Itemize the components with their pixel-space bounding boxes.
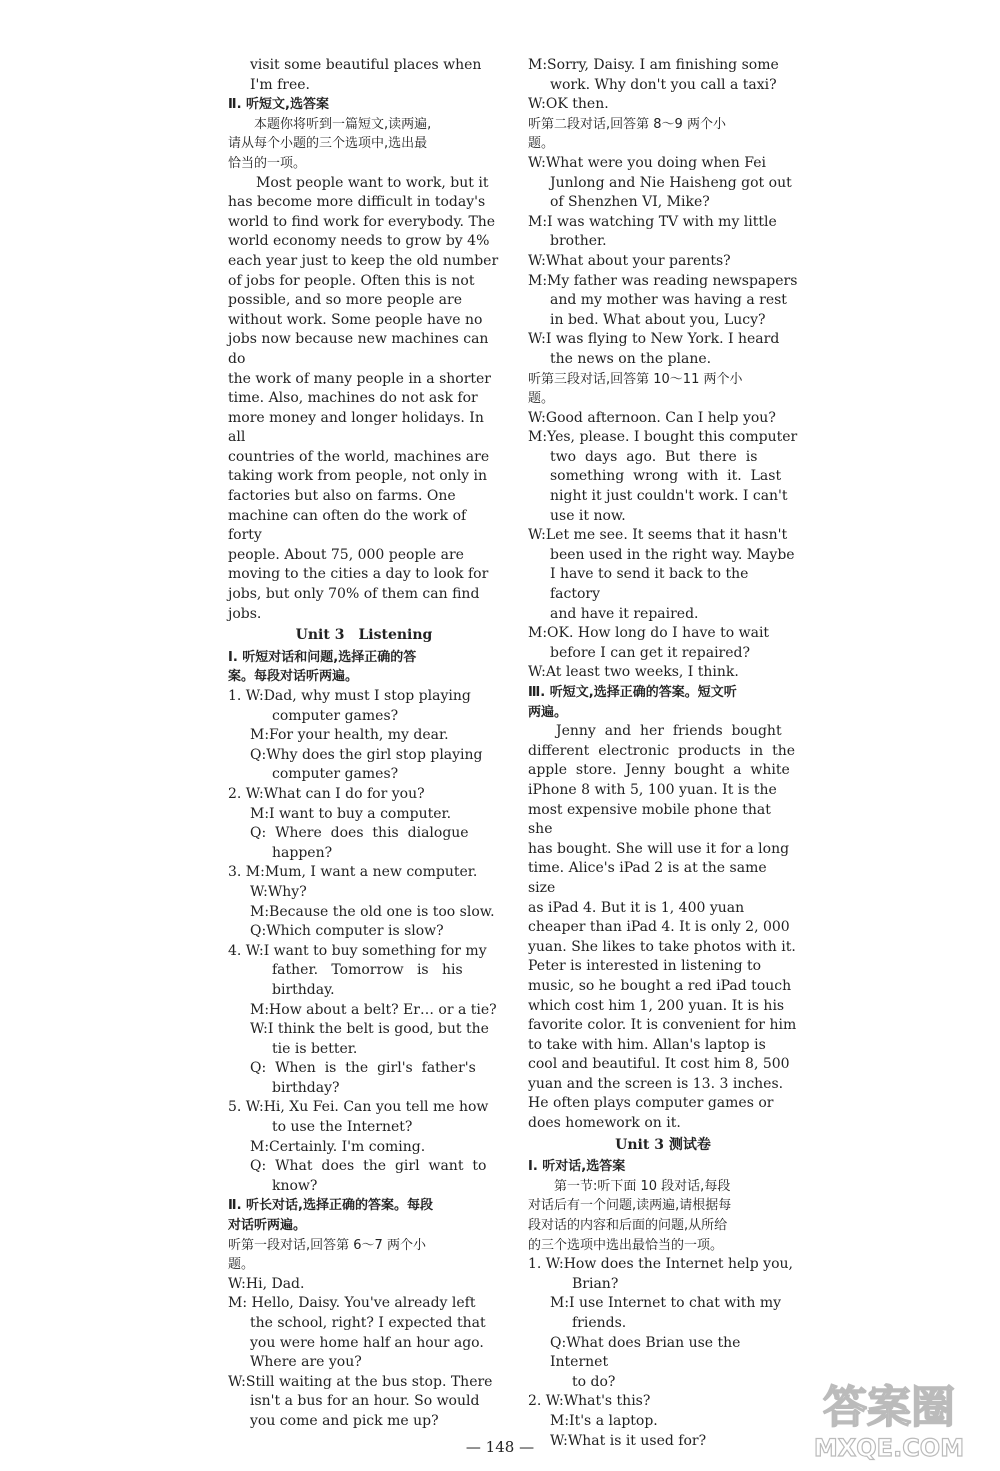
text-line: time. Also, machines do not ask for — [228, 390, 478, 407]
text-line: jobs. — [228, 605, 262, 622]
text-line: 段对话的内容和后面的问题,从所给 — [528, 1218, 728, 1234]
text-line: Q:Which computer is slow? — [250, 923, 444, 940]
text-line: Ⅰ. 听短对话和问题,选择正确的答 — [228, 649, 417, 665]
svg-text:MXQE.COM: MXQE.COM — [813, 1434, 965, 1462]
text-line: Q: When is the girl's father's — [250, 1060, 476, 1077]
page-number: — 148 — — [465, 1438, 535, 1456]
text-line: cheaper than iPad 4. It is only 2, 000 — [528, 919, 790, 936]
text-line: M:OK. How long do I have to wait — [528, 625, 770, 642]
text-line: 听第三段对话,回答第 10～11 两个小 — [528, 371, 743, 387]
text-line: 本题你将听到一篇短文,读两遍, — [254, 116, 432, 132]
text-line: world economy needs to grow by 4% — [228, 233, 490, 250]
text-line: 对话听两遍。 — [228, 1218, 307, 1234]
text-line: time. Alice's iPad 2 is at the same size — [528, 860, 772, 896]
text-line: has bought. She will use it for a long — [528, 840, 790, 857]
text-line: Ⅱ. 听长对话,选择正确的答案。每段 — [228, 1198, 433, 1214]
text-line: countries of the world, machines are — [228, 448, 490, 465]
text-line: jobs, but only 70% of them can find — [228, 586, 480, 603]
text-line: Where are you? — [250, 1354, 362, 1371]
text-line: you were home half an hour ago. — [250, 1334, 484, 1351]
text-line: in bed. What about you, Lucy? — [550, 311, 766, 328]
text-line: 2. W:What can I do for you? — [228, 785, 425, 802]
text-line: more money and longer holidays. In all — [228, 409, 489, 446]
text-line: Ⅱ. 听短文,选答案 — [228, 97, 329, 113]
text-line: Unit 3 测试卷 — [615, 1136, 711, 1153]
text-line: which cost him 1, 200 yuan. It is his — [528, 997, 785, 1014]
text-line: Junlong and Nie Haisheng got out — [550, 174, 792, 191]
text-line: to use the Internet? — [272, 1119, 413, 1136]
text-line: Ⅲ. 听短文,选择正确的答案。短文听 — [528, 685, 737, 700]
text-line: moving to the cities a day to look for — [228, 566, 489, 583]
text-line: W:Still waiting at the bus stop. There — [228, 1373, 493, 1390]
text-line: without work. Some people have no — [228, 311, 483, 328]
text-line: W:Let me see. It seems that it hasn't — [528, 527, 788, 544]
text-line: world to find work for everybody. The — [228, 213, 496, 230]
text-line: been used in the right way. Maybe — [550, 546, 795, 563]
text-line: friends. — [572, 1315, 627, 1331]
text-line: the school, right? I expected that — [250, 1315, 486, 1331]
text-line: M:Because the old one is too slow. — [250, 903, 495, 920]
text-line: yuan and the screen is 13. 3 inches. — [528, 1075, 784, 1092]
text-line: W:What is it used for? — [550, 1432, 707, 1449]
text-line: has become more difficult in today's — [228, 194, 486, 211]
text-line: brother. — [550, 233, 607, 250]
text-line: jobs now because new machines can do — [228, 331, 493, 367]
text-line: 2. W:What's this? — [528, 1393, 651, 1410]
text-line: possible, and so more people are — [228, 292, 463, 309]
text-line: each year just to keep the old number — [228, 252, 499, 269]
text-line: W:Hi, Dad. — [228, 1275, 305, 1292]
text-line: Jenny and her friends bought — [556, 723, 782, 740]
text-line: you come and pick me up? — [250, 1412, 439, 1429]
text-line: yuan. She likes to take photos with it. — [528, 938, 796, 955]
text-line: M:For your health, my dear. — [250, 727, 449, 744]
text-line: to do? — [572, 1373, 616, 1390]
left-column — [228, 56, 500, 1432]
text-line: 对话后有一个问题,读两遍,请根据每 — [528, 1198, 732, 1214]
text-line: W:I was flying to New York. I heard — [528, 331, 780, 348]
text-line: I have to send it back to the factory — [550, 566, 753, 603]
text-line: two days ago. But there is — [550, 448, 758, 465]
text-line: I'm free. — [250, 76, 310, 93]
text-line: 听第一段对话,回答第 6～7 两个小 — [228, 1237, 426, 1253]
text-line: visit some beautiful places when — [250, 57, 482, 73]
text-line: know? — [272, 1177, 318, 1194]
text-line: and my mother was having a rest — [550, 292, 787, 309]
text-line: people. About 75, 000 people are — [228, 546, 464, 563]
text-line: 3. M:Mum, I want a new computer. — [228, 864, 478, 881]
text-line: W:OK then. — [528, 96, 609, 113]
text-line: of jobs for people. Often this is not — [228, 272, 475, 289]
text-line: 1. W:Dad, why must I stop playing — [228, 688, 471, 704]
text-line: M:Certainly. I'm coming. — [250, 1138, 426, 1155]
text-line: night it just couldn't work. I can't — [550, 488, 788, 505]
text-line: M:It's a laptop. — [550, 1412, 658, 1429]
text-line: M:I want to buy a computer. — [250, 805, 452, 822]
text-line: tie is better. — [272, 1040, 358, 1057]
text-line: W:Why? — [250, 883, 307, 900]
text-line: apple store. Jenny bought a white — [528, 762, 790, 779]
text-line: 请从每个小题的三个选项中,选出最 — [228, 136, 428, 152]
text-line: factories but also on farms. One — [228, 488, 456, 505]
text-line: Q: What does the girl want to — [250, 1158, 487, 1175]
text-line: birthday. — [272, 981, 335, 998]
text-line: Q:Why does the girl stop playing — [250, 746, 483, 763]
text-line: to take with him. Allan's laptop is — [528, 1036, 766, 1053]
text-line: 题。 — [528, 391, 555, 407]
text-line: W:I think the belt is good, but the — [250, 1021, 489, 1038]
text-line: 4. W:I want to buy something for my — [228, 942, 487, 959]
text-line: 第一节:听下面 10 段对话,每段 — [554, 1178, 731, 1194]
text-line: M:I use Internet to chat with my — [550, 1295, 782, 1312]
text-line: most expensive mobile phone that she — [528, 801, 776, 838]
text-line: the news on the plane. — [550, 350, 712, 367]
text-line: M:Sorry, Daisy. I am finishing some — [528, 57, 779, 73]
text-line: He often plays computer games or — [528, 1095, 774, 1112]
text-line: Peter is interested in listening to — [528, 958, 762, 975]
text-line: 案。每段对话听两遍。 — [228, 669, 359, 685]
text-line: Q:What does Brian use the Internet — [550, 1334, 745, 1371]
text-line: W:Good afternoon. Can I help you? — [528, 409, 776, 426]
text-line: computer games? — [272, 707, 399, 724]
text-line: machine can often do the work of forty — [228, 507, 471, 544]
text-line: favorite color. It is convenient for him — [528, 1017, 797, 1034]
text-line: M: Hello, Daisy. You've already left — [228, 1295, 476, 1312]
text-line: before I can get it repaired? — [550, 644, 751, 661]
text-line: 的三个选项中选出最恰当的一项。 — [528, 1237, 724, 1253]
text-line: Ⅰ. 听对话,选答案 — [528, 1159, 626, 1175]
text-line: work. Why don't you call a taxi? — [550, 76, 777, 93]
text-line: something wrong with it. Last — [550, 468, 782, 485]
text-line: cool and beautiful. It cost him 8, 500 — [528, 1056, 790, 1073]
watermark-logo — [797, 1370, 982, 1465]
text-line: iPhone 8 with 5, 100 yuan. It is the — [528, 781, 777, 798]
text-line: 题。 — [228, 1257, 255, 1273]
text-line: M:My father was reading newspapers — [528, 272, 798, 289]
text-line: Q: Where does this dialogue — [250, 825, 469, 842]
text-line: different electronic products in the — [528, 742, 795, 759]
text-line: father. Tomorrow is his — [272, 962, 463, 979]
text-line: W:What about your parents? — [528, 252, 731, 269]
text-line: 1. W:How does the Internet help you, — [528, 1256, 793, 1273]
text-line: W:At least two weeks, I think. — [528, 664, 739, 681]
text-line: happen? — [272, 844, 333, 861]
text-line: and have it repaired. — [550, 605, 699, 622]
text-line: taking work from people, not only in — [228, 468, 488, 485]
text-line: as iPad 4. But it is 1, 400 yuan — [528, 899, 745, 916]
text-line: computer games? — [272, 766, 399, 783]
text-line: M:How about a belt? Er… or a tie? — [250, 1001, 497, 1018]
right-column — [528, 56, 798, 1451]
text-line: 恰当的一项。 — [228, 155, 307, 171]
text-line: birthday? — [272, 1079, 340, 1096]
text-line: 题。 — [528, 136, 555, 152]
text-line: 5. W:Hi, Xu Fei. Can you tell me how — [228, 1099, 489, 1116]
text-line: the work of many people in a shorter — [228, 370, 491, 387]
text-line: 两遍。 — [528, 704, 568, 720]
text-line: use it now. — [550, 507, 626, 524]
text-line: Most people want to work, but it — [256, 174, 489, 191]
svg-text:答案圈: 答案圈 — [823, 1382, 955, 1433]
text-line: W:What were you doing when Fei — [528, 154, 766, 171]
text-line: M:I was watching TV with my little — [528, 213, 777, 230]
text-line: M:Yes, please. I bought this computer — [528, 429, 798, 446]
text-line: isn't a bus for an hour. So would — [250, 1393, 480, 1410]
text-line: does homework on it. — [528, 1115, 681, 1132]
text-line: Unit 3 Listening — [295, 627, 433, 644]
text-line: of Shenzhen VI, Mike? — [550, 194, 710, 211]
text-line: music, so he bought a red iPad touch — [528, 977, 792, 994]
text-line: 听第二段对话,回答第 8～9 两个小 — [528, 116, 726, 132]
text-line: Brian? — [572, 1275, 619, 1292]
